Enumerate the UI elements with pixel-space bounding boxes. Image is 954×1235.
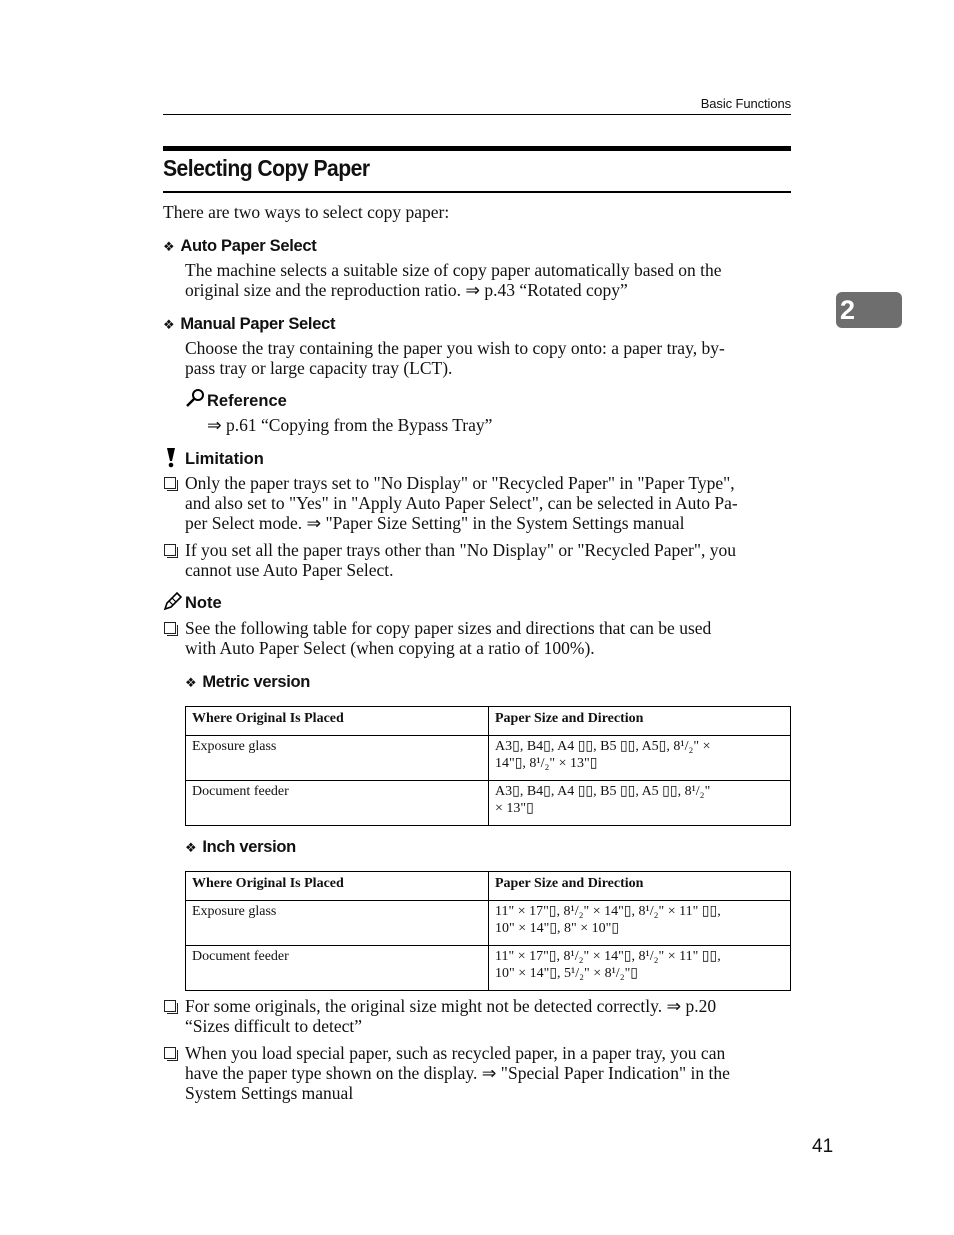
cell-place: Document feeder [186,946,489,991]
cell-sizes: A3▯, B4▯, A4 ▯▯, B5 ▯▯, A5▯, 8¹/₂" × 14"▯, 8¹/₂" × 13"▯ [489,736,791,781]
after-note1-line1: For some originals, the original size might not be detected correctly. ⇒ p.20 [185,996,717,1016]
limitation-label: Limitation [185,450,264,468]
table-row [186,736,791,781]
checkbox-bullet-icon [164,1047,176,1059]
cell-sizes: A3▯, B4▯, A4 ▯▯, B5 ▯▯, A5 ▯▯, 8¹/₂" × 13"▯ [489,781,791,826]
after-note2-line2: have the paper type shown on the display. ⇒ "Special Paper Indication" in the [185,1063,730,1083]
note-line2: with Auto Paper Select (when copying at a ratio of 100%). [185,638,595,658]
magnifier-reference-icon [185,388,205,408]
reference-label: Reference [207,392,287,410]
diamond-bullet-icon: ❖ [163,240,175,255]
pencil-note-icon [163,591,183,611]
exclamation-limitation-icon [163,447,179,467]
intro-text: There are two ways to select copy paper: [163,202,450,222]
column-header-place: Where Original Is Placed [186,872,489,901]
table-row [186,781,791,826]
cell-sizes: 11" × 17"▯, 8¹/₂" × 14"▯, 8¹/₂" × 11" ▯▯, 10" × 14"▯, 8" × 10"▯ [489,901,791,946]
metric-version-heading: ❖ Metric version [185,673,311,691]
manual-paper-select-line1: Choose the tray containing the paper you wish to copy onto: a paper tray, by- [185,338,725,358]
title-top-rule [163,146,791,151]
page-number: 41 [812,1136,834,1157]
auto-paper-select-line1: The machine selects a suitable size of copy paper automatically based on the [185,260,722,280]
after-note1-line2: “Sizes difficult to detect” [185,1016,363,1036]
chapter-tab: 2 [836,292,902,328]
table-row [186,901,791,946]
inch-paper-table [185,871,791,991]
diamond-bullet-icon: ❖ [185,676,197,691]
after-note2-line1: When you load special paper, such as recycled paper, in a paper tray, you can [185,1043,726,1063]
limitation-item2-line2: cannot use Auto Paper Select. [185,560,394,580]
cell-place: Exposure glass [186,901,489,946]
note-line1: See the following table for copy paper sizes and directions that can be used [185,618,712,638]
table-header-row [186,707,791,736]
diamond-bullet-icon: ❖ [185,841,197,856]
auto-paper-select-line2: original size and the reproduction ratio. ⇒ p.43 “Rotated copy” [185,280,628,300]
manual-paper-select-line2: pass tray or large capacity tray (LCT). [185,358,453,378]
limitation-item1-line1: Only the paper trays set to "No Display" or "Recycled Paper" in "Paper Type", [185,473,735,493]
column-header-size: Paper Size and Direction [489,707,791,736]
cell-place: Exposure glass [186,736,489,781]
checkbox-bullet-icon [164,1000,176,1012]
checkbox-bullet-icon [164,622,176,634]
limitation-item2-line1: If you set all the paper trays other than "No Display" or "Recycled Paper", you [185,540,736,560]
cell-place: Document feeder [186,781,489,826]
cell-sizes: 11" × 17"▯, 8¹/₂" × 14"▯, 8¹/₂" × 11" ▯▯, 10" × 14"▯, 5¹/₂" × 8¹/₂"▯ [489,946,791,991]
table-row [186,946,791,991]
running-header: Basic Functions [700,96,791,111]
note-label: Note [185,594,222,612]
checkbox-bullet-icon [164,477,176,489]
diamond-bullet-icon: ❖ [163,318,175,333]
title-bottom-rule [163,191,791,193]
limitation-item1-line3: per Select mode. ⇒ "Paper Size Setting" in the System Settings manual [185,513,685,533]
after-note2-line3: System Settings manual [185,1083,354,1103]
manual-paper-select-heading: ❖ Manual Paper Select [163,315,336,333]
header-rule [163,114,791,115]
checkbox-bullet-icon [164,544,176,556]
limitation-item1-line2: and also set to "Yes" in "Apply Auto Paper Select", can be selected in Auto Pa- [185,493,738,513]
metric-paper-table [185,706,791,826]
page-title: Selecting Copy Paper [163,155,370,181]
auto-paper-select-heading: ❖ Auto Paper Select [163,237,317,255]
table-header-row [186,872,791,901]
column-header-size: Paper Size and Direction [489,872,791,901]
reference-link[interactable]: ⇒ p.61 “Copying from the Bypass Tray” [207,415,493,435]
column-header-place: Where Original Is Placed [186,707,489,736]
inch-version-heading: ❖ Inch version [185,838,296,856]
